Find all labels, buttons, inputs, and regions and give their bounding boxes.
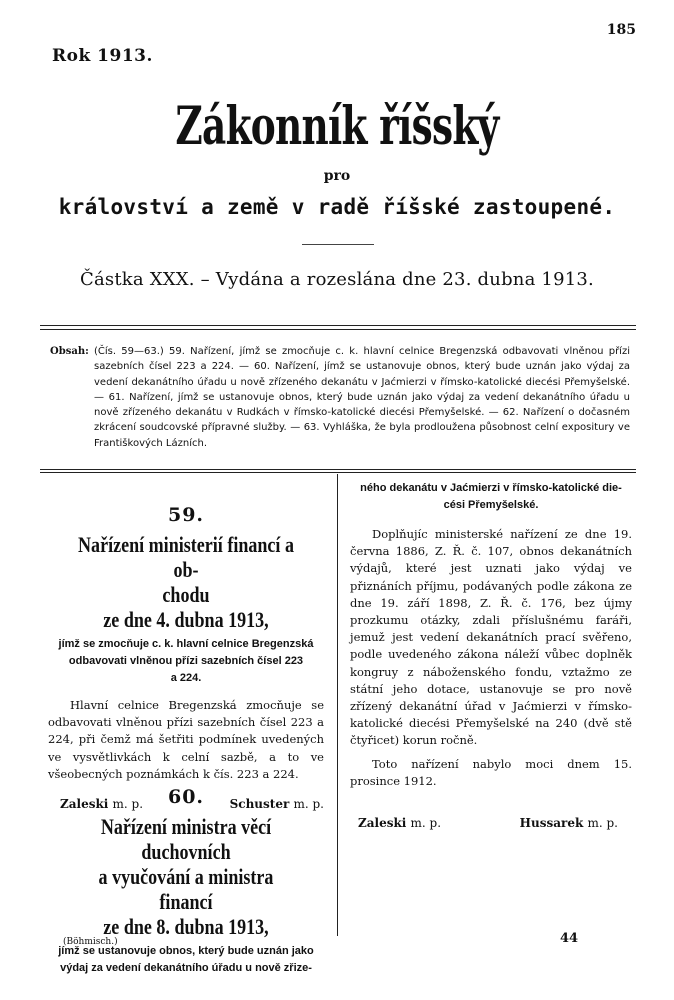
year-label: Rok 1913.: [52, 46, 153, 66]
heading-line: ze dne 8. dubna 1913,: [103, 914, 269, 939]
decree-heading: [73, 532, 299, 632]
top-rule: [40, 325, 636, 326]
heading-line: Nařízení ministra věcí duchovních: [100, 814, 272, 864]
contents-rule: [40, 469, 636, 470]
contents-label: Obsah:: [50, 346, 89, 357]
decree-body: Doplňujíc ministerské nařízení ze dne 19. června 1886, Z. Ř. č. 107, obnos dekanátních výdajů, které jest uznati jako výdaj ve přiznáních příjmu, podávaných podle zákona ze dne 19. září 1898, Z. Ř. č. 176, bez újmy prozkumu otázky, zdali příslušnému faráři, jemuž jest vedení dekanátních prací svěřeno, podle uvedeného zákona náleží vůbec doplněk kongruy z náboženského fondu, vztažmo ze státní jeho dotace, ustanovuje se pro nově zřízený dekanátní úřad v Jaćmierzi v římsko-katolické diecési Přemyšelské na 240 (dvě stě čtyřicet) korun ročně.: [350, 527, 632, 748]
heading-line: Nařízení ministerií financí a ob-: [78, 532, 294, 582]
decree-60-continued: [350, 480, 632, 830]
title-connector: pro: [323, 168, 351, 184]
top-rule-thin: [40, 329, 636, 330]
decree-subheading: [48, 943, 324, 977]
gazette-title: Zákonník říšský: [175, 96, 499, 157]
decree-effective: Toto nařízení nabylo moci dnem 15. prosince 1912.: [350, 756, 632, 788]
decree-heading: [73, 814, 299, 939]
gazette-subtitle: království a země v radě říšské zastoupené.: [58, 195, 616, 219]
subheading-line: jímž se ustanovuje obnos, který bude uznán jako: [58, 945, 314, 957]
contents-block: [50, 344, 630, 451]
heading-line: ze dne 4. dubna 1913,: [103, 607, 269, 632]
column-separator: [337, 474, 338, 936]
signature-left: Zaleski m. p.: [60, 797, 144, 812]
subheading-line: odbavovati vlněnou přízi sazebních čísel 223: [68, 655, 304, 667]
subheading-line: výdaj za vedení dekanátního úřadu u nově zřize-: [60, 962, 312, 974]
signatures: [350, 816, 632, 830]
subheading-line: a 224.: [170, 672, 202, 684]
title-divider: [302, 244, 374, 245]
signature-right: Hussarek m. p.: [519, 816, 618, 831]
decree-60: [48, 786, 324, 977]
decree-number: 60.: [167, 786, 205, 808]
subheading-line: cési Přemyšelské.: [443, 499, 539, 511]
continued-subheading: [350, 480, 632, 514]
contents-text: (Čís. 59—63.) 59. Nařízení, jímž se zmocňuje c. k. hlavní celnice Bregenzská odbavovati vlněnou přízi sazebních čísel 223 a 224. — 60. Nařízení, jímž se ustanovuje obnos, který bude uznán jako výdaj za vedení dekanátního úřadu u nově zřízeného dekanátu v Jaćmierzi v římsko-katolické diecési Přemyšelské. — 61. Nařízení, jímž se ustanovuje obnos, který bude uznán jako výdaj za vedení dekanátního úřadu u nově zřízeného dekanátu v Rudkách v římsko-katolické diecési Přemyšelské. — 62. Nařízení o dočasném zkrácení soudcovské přípravné služby. — 63. Vyhláška, že byla prodloužena působnost celní expositury ve Františkových Lázních.: [94, 346, 630, 449]
heading-line: chodu: [162, 582, 210, 607]
contents-rule-thin: [40, 472, 636, 473]
decree-number: 59.: [167, 504, 205, 526]
signature-left: Zaleski m. p.: [358, 816, 442, 831]
signature-mark: 44: [560, 931, 579, 946]
heading-line: a vyučování a ministra financí: [98, 864, 274, 914]
decree-body: Hlavní celnice Bregenzská zmocňuje se odbavovati vlněnou přízi sazebních čísel 223 a 224, při čemž má šetřiti podmínek uvedených ve vysvětlivkách k celní sazbě, a to ve všeobecných poznámkách k čís. 223 a 224.: [48, 698, 324, 781]
subheading-line: jímž se zmocňuje c. k. hlavní celnice Bregenzská: [58, 638, 314, 650]
page-number: 185: [606, 22, 636, 38]
signature-right: Schuster m. p.: [229, 797, 324, 812]
subheading-line: ného dekanátu v Jaćmierzi v římsko-katolické die-: [360, 482, 622, 494]
issue-line: Částka XXX. – Vydána a rozeslána dne 23. dubna 1913.: [80, 269, 594, 290]
decree-59: [48, 504, 324, 811]
decree-subheading: [48, 636, 324, 687]
footer-edition-note: (Böhmisch.): [63, 937, 118, 947]
